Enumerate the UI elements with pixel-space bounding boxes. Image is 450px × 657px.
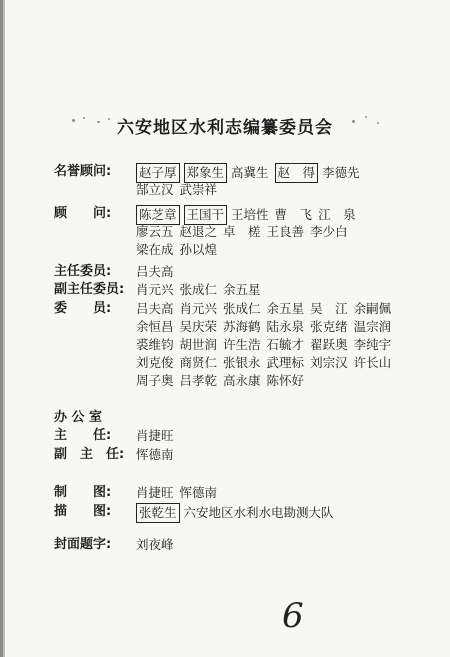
- person-name: 吕夫高: [136, 264, 174, 279]
- person-name: 肖捷旺: [136, 485, 174, 500]
- person-name: 张克绪: [310, 319, 348, 334]
- person-name: 武崇祥: [179, 182, 218, 197]
- section-names: [136, 536, 434, 554]
- person-name: 肖捷旺: [136, 428, 174, 443]
- person-name: 李少白: [310, 224, 348, 239]
- person-name: 张成仁: [179, 282, 218, 297]
- person-name: 郑象生: [184, 163, 228, 183]
- section-label: 名誉顾问:: [54, 164, 112, 179]
- name-line: [136, 181, 434, 199]
- person-name: 刘夜峰: [136, 537, 174, 552]
- section-names: [136, 409, 434, 427]
- person-name: 六安地区水利水电勘测大队: [183, 505, 334, 520]
- person-name: 余五星: [266, 301, 305, 316]
- section-label: 副 主 任:: [54, 447, 125, 462]
- section-names: [136, 427, 434, 445]
- person-name: 高永康: [223, 373, 261, 388]
- person-name: 吕孝乾: [179, 373, 218, 388]
- name-line: [136, 281, 434, 299]
- section-label: 描 图:: [54, 504, 112, 519]
- person-name: 刘宗汉: [310, 355, 348, 370]
- section-names: [136, 503, 434, 521]
- person-name: 梁在成: [136, 242, 174, 257]
- name-line: [136, 300, 434, 318]
- person-name: 许生浩: [223, 337, 261, 352]
- person-name: 刘克俊: [136, 355, 174, 370]
- person-name: 吴 江: [310, 301, 348, 316]
- person-name: 赵子厚: [136, 163, 180, 183]
- person-name: 恽德南: [179, 485, 218, 500]
- person-name: 赵 得: [275, 163, 319, 183]
- section-names: [136, 205, 434, 259]
- section-names: [136, 281, 434, 299]
- person-name: 恽德南: [136, 447, 174, 462]
- person-name: 李纯宇: [353, 337, 392, 352]
- name-line: [136, 446, 434, 464]
- section-names: [136, 263, 434, 281]
- person-name: 许长山: [353, 355, 392, 370]
- person-name: 翟跃奥: [310, 337, 348, 352]
- person-name: 陈怀好: [266, 373, 305, 388]
- person-name: 李德先: [322, 165, 360, 180]
- section-names: [136, 163, 434, 199]
- person-name: 余嗣佩: [353, 301, 392, 316]
- section-names: [136, 446, 434, 464]
- name-line: [136, 427, 434, 445]
- name-line: [136, 409, 434, 427]
- name-line: [136, 503, 434, 521]
- document-title: 六安地区水利志编纂委员会: [117, 118, 333, 138]
- section-label: 制 图:: [54, 485, 112, 500]
- person-name: 石毓才: [266, 337, 305, 352]
- name-line: [136, 223, 434, 241]
- page-number: 6: [282, 596, 304, 636]
- section-label: 办 公 室: [54, 410, 103, 425]
- person-name: 裘维钧: [136, 337, 174, 352]
- person-name: 胡世润: [179, 337, 218, 352]
- person-name: 郜立汉: [136, 182, 174, 197]
- name-line: [136, 205, 434, 223]
- person-name: 陆永泉: [266, 319, 305, 334]
- person-name: 温宗润: [353, 319, 392, 334]
- person-name: 肖元兴: [179, 301, 218, 316]
- section-label: 主 任:: [54, 428, 112, 443]
- person-name: 周子奥: [136, 373, 174, 388]
- name-line: [136, 318, 434, 336]
- person-name: 苏海鹤: [223, 319, 261, 334]
- section-label: 主任委员:: [54, 264, 112, 279]
- name-line: [136, 484, 434, 502]
- name-line: [136, 241, 434, 259]
- section-label: 副主任委员:: [54, 282, 125, 297]
- person-name: 曹 飞: [274, 207, 313, 222]
- person-name: 王良善: [266, 224, 305, 239]
- person-name: 肖元兴: [136, 282, 174, 297]
- person-name: 孙以煌: [179, 242, 218, 257]
- section-names: [136, 300, 434, 390]
- person-name: 廖云五: [136, 224, 174, 239]
- name-line: [136, 536, 434, 554]
- name-line: [136, 372, 434, 390]
- person-name: 余恒昌: [136, 319, 174, 334]
- person-name: 张成仁: [223, 301, 261, 316]
- person-name: 吕夫高: [136, 301, 174, 316]
- person-name: 张乾生: [136, 503, 180, 523]
- section-label: 委 员:: [54, 301, 112, 316]
- person-name: 卓 槎: [223, 224, 261, 239]
- person-name: 赵退之: [179, 224, 218, 239]
- person-name: 吴庆荣: [179, 319, 218, 334]
- scan-edge-shadow: [0, 0, 14, 657]
- person-name: 余五星: [223, 282, 261, 297]
- section-label: 封面题字:: [54, 537, 112, 552]
- person-name: 武理标: [266, 355, 305, 370]
- name-line: [136, 354, 434, 372]
- person-name: 陈芝章: [136, 205, 180, 225]
- person-name: 王国干: [184, 205, 228, 225]
- section-names: [136, 484, 434, 502]
- section-label: 顾 问:: [54, 206, 112, 221]
- person-name: 高冀生: [231, 165, 269, 180]
- person-name: 王培性: [231, 207, 269, 222]
- name-line: [136, 336, 434, 354]
- name-line: [136, 163, 434, 181]
- name-line: [136, 263, 434, 281]
- person-name: 张银永: [223, 355, 261, 370]
- person-name: 商贤仁: [179, 355, 218, 370]
- person-name: 江 泉: [318, 207, 356, 222]
